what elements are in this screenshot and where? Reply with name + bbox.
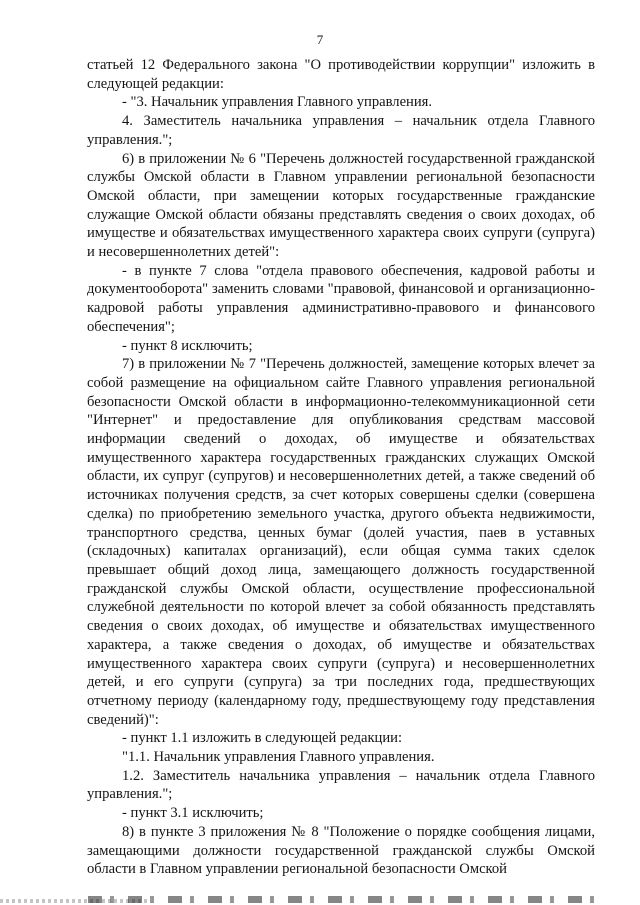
page-number: 7 bbox=[316, 32, 324, 47]
document-body bbox=[87, 56, 595, 879]
paragraph-item-1-2: 1.2. Заместитель начальника управления – начальник отдела Главного управления."; bbox=[87, 767, 595, 803]
paragraph-subsection-8: 8) в пункте 3 приложения № 8 "Положение о порядке сообщения лицами, замещающими должности государственной гражданской службы Омской области в Главном управлении региональной безопасности Омской bbox=[87, 823, 595, 878]
scan-edge-artifact bbox=[88, 896, 608, 903]
paragraph-subsection-7: 7) в приложении № 7 "Перечень должностей, замещение которых влечет за собой размещение на официальном сайте Главного управления региональной безопасности Омской области в информационно-телекоммуникационной сети "Интернет" и предоставление для опубликования средствам массовой информации сведений о доходах, об имуществе и обязательствах имущественного характера государственных гражданских служащих Омской области, их супруг (супругов) и несовершеннолетних детей, а также сведений об источниках получения средств, за счет которых совершены сделки (совершена сделка) по приобретению земельного участка, другого объекта недвижимости, транспортного средства, ценных бумаг (долей участия, паев в уставных (складочных) капиталах организаций), если общая сумма таких сделок превышает общий доход лица, замещающего должность государственной гражданской службы Омской области, осуществление профессиональной служебной деятельности по которой влечет за собой обязанность представлять сведения о своих доходах, об имуществе и обязательствах имущественного характера, а также сведения о доходах, об имуществе и обязательствах имущественного характера своих супруги (супруга) и несовершеннолетних детей, и его супруги (супруга) за три последних года, предшествующих отчетному периоду (календарному году, предшествующему году представления сведений)": bbox=[87, 356, 595, 728]
paragraph-item-4: 4. Заместитель начальника управления – начальник отдела Главного управления."; bbox=[87, 113, 595, 148]
paragraph-point-7-replace: - в пункте 7 слова "отдела правового обеспечения, кадровой работы и документооборота" заменить словами "правовой, финансовой и организационно-кадровой работы управления административно-правового и финансового обеспечения"; bbox=[87, 262, 595, 335]
paragraph-point-3-1-exclude: - пункт 3.1 исключить; bbox=[122, 805, 264, 822]
paragraph-item-3: - "3. Начальник управления Главного управления. bbox=[122, 94, 433, 111]
paragraph-point-1-1-intro: - пункт 1.1 изложить в следующей редакции: bbox=[122, 730, 403, 747]
paragraph-point-8-exclude: - пункт 8 исключить; bbox=[122, 337, 253, 354]
paragraph-item-1-1: "1.1. Начальник управления Главного управления. bbox=[122, 749, 435, 766]
paragraph-subsection-6: 6) в приложении № 6 "Перечень должностей государственной гражданской службы Омской области в Главном управлении региональной безопасности Омской области, при замещении которых государственные гражданские служащие Омской области обязаны представлять сведения о своих доходах, об имуществе и обязательствах имущественного характера своих супруги (супруга) и несовершеннолетних детей": bbox=[87, 150, 595, 261]
paragraph-continuation: статьей 12 Федерального закона "О противодействии коррупции" изложить в следующей редакции: bbox=[87, 57, 595, 92]
